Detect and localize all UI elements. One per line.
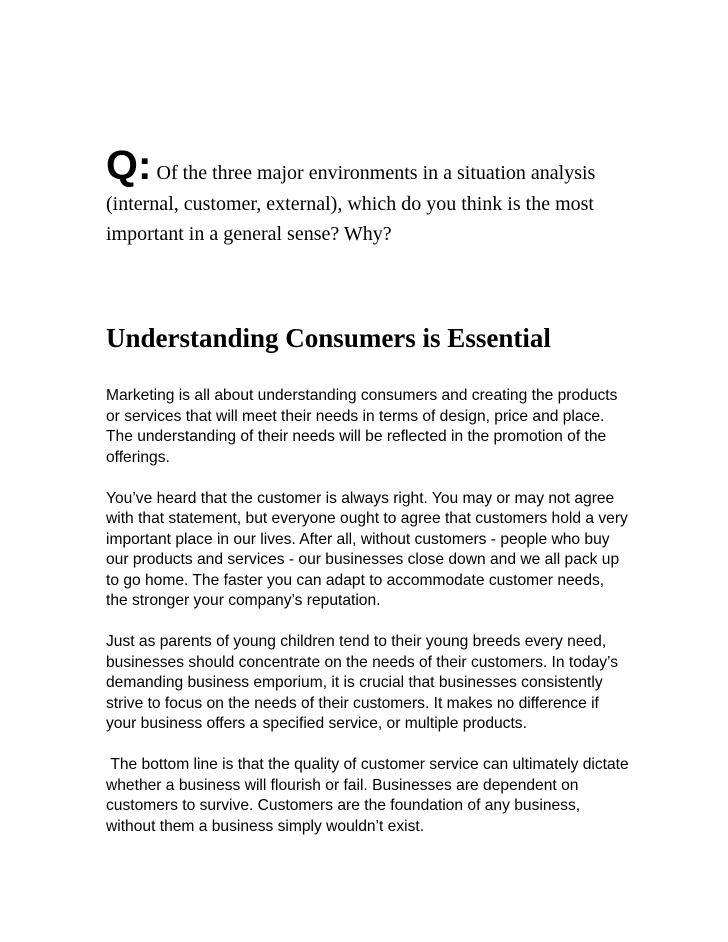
- question-text: Of the three major environments in a situation analysis (internal, customer, external), which do you think is the most important in a general sense? Why?: [106, 162, 596, 245]
- question-block: [106, 142, 626, 250]
- paragraph-4: The bottom line is that the quality of customer service can ultimately dictate whether a business will flourish or fail. Businesses are dependent on customers to survive. Customers are the foundation of any business, without them a business simply wouldn’t exist.: [106, 756, 633, 835]
- body-text: [106, 386, 633, 858]
- paragraph-1: Marketing is all about understanding consumers and creating the products or services that will meet their needs in terms of design, price and place. The understanding of their needs will be reflected in the promotion of the offerings.: [106, 387, 618, 466]
- question-marker: Q:: [106, 142, 152, 188]
- paragraph-3: Just as parents of young children tend to their young breeds every need, businesses should concentrate on the needs of their customers. In today’s demanding business emporium, it is crucial that businesses consistently strive to focus on the needs of their customers. It makes no difference if your business offers a specified service, or multiple products.: [106, 633, 619, 732]
- paragraph-2: You’ve heard that the customer is always right. You may or may not agree with that statement, but everyone ought to agree that customers hold a very important place in our lives. After all, without customers - people who buy our products and services - our businesses close down and we all pack up to go home. The faster you can adapt to accommodate customer needs, the stronger your company’s reputation.: [106, 489, 628, 609]
- section-heading: Understanding Consumers is Essential: [106, 323, 551, 353]
